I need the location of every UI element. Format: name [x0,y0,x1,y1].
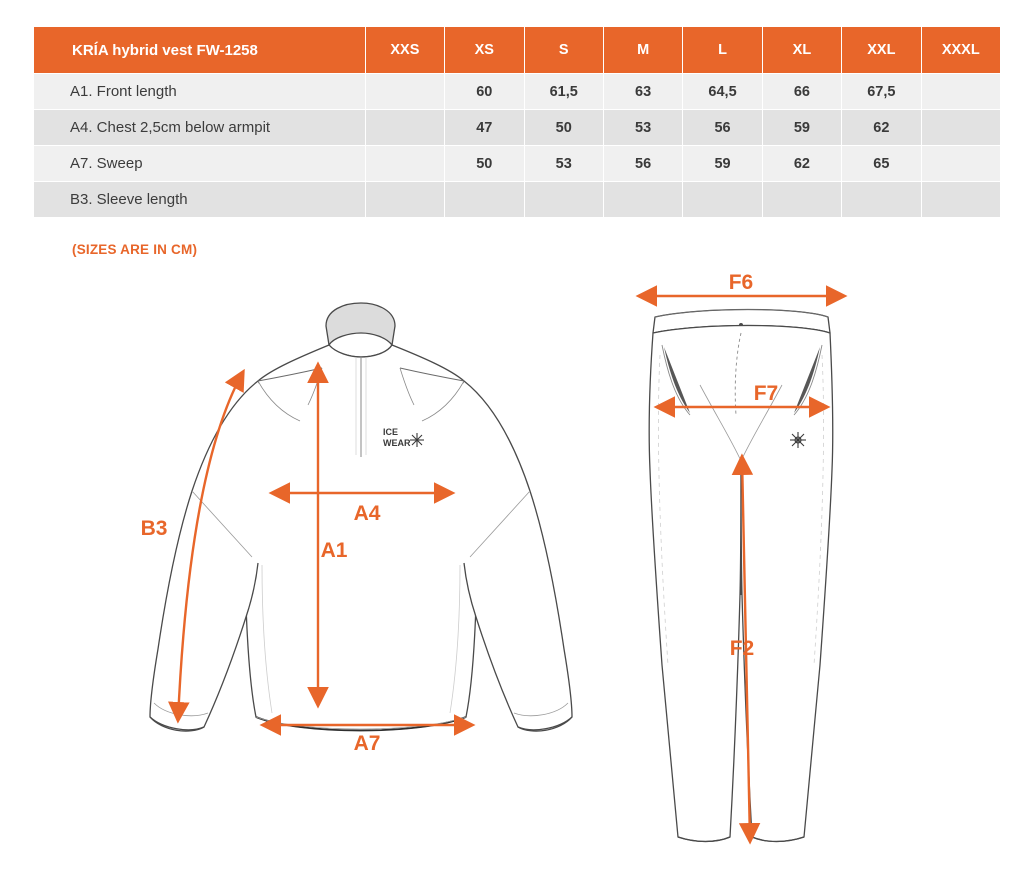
label-f6: F6 [728,271,754,294]
size-header-xs: XS [445,27,524,74]
size-header-xxl: XXL [842,27,921,74]
measure-value: 59 [683,146,762,182]
table-row [34,146,1001,182]
measure-value [365,146,444,182]
measure-value [921,74,1000,110]
measure-value [365,182,444,218]
size-header-l: L [683,27,762,74]
measure-value [603,182,682,218]
measure-value: 60 [445,74,524,110]
table-row [34,110,1001,146]
measure-value [524,182,603,218]
measure-label: A1. Front length [34,74,366,110]
table-row [34,74,1001,110]
measure-value: 53 [603,110,682,146]
measure-label: A7. Sweep [34,146,366,182]
label-a7: A7 [353,732,381,755]
label-b3: B3 [140,517,168,540]
table-header-row [34,27,1001,74]
measure-value: 64,5 [683,74,762,110]
measure-value: 67,5 [842,74,921,110]
label-f2: F2 [729,637,755,660]
measure-value [365,74,444,110]
measure-value [365,110,444,146]
measure-value [762,182,841,218]
measure-value: 61,5 [524,74,603,110]
measure-value: 62 [762,146,841,182]
measure-value: 53 [524,146,603,182]
brand-label-line2: WEAR [383,438,411,448]
measure-value: 50 [445,146,524,182]
measure-value: 63 [603,74,682,110]
size-header-xxs: XXS [365,27,444,74]
table-row [34,182,1001,218]
snowflake-icon [410,433,424,447]
measure-value: 62 [842,110,921,146]
measure-value: 59 [762,110,841,146]
table-header [34,27,1001,74]
label-a4: A4 [353,502,381,525]
snowflake-icon [790,432,806,448]
measure-label: B3. Sleeve length [34,182,366,218]
measure-value: 65 [842,146,921,182]
size-chart-table [33,26,1001,218]
measure-label: A4. Chest 2,5cm below armpit [34,110,366,146]
measure-value: 47 [445,110,524,146]
size-chart-table-wrapper [33,26,1001,218]
measure-value [445,182,524,218]
brand-label-line1: ICE [383,427,399,437]
table-body [34,74,1001,218]
measure-value: 50 [524,110,603,146]
measure-value: 66 [762,74,841,110]
measure-value [683,182,762,218]
measure-value: 56 [603,146,682,182]
measure-value [921,146,1000,182]
product-title-header: KRÍA hybrid vest FW-1258 [34,27,366,74]
units-note: (SIZES ARE IN CM) [72,242,198,257]
size-header-xl: XL [762,27,841,74]
size-header-xxxl: XXXL [921,27,1000,74]
size-header-s: S [524,27,603,74]
measure-value [921,182,1000,218]
measure-value: 56 [683,110,762,146]
label-a1: A1 [320,539,348,562]
measure-value [921,110,1000,146]
measure-value [842,182,921,218]
label-f7: F7 [753,382,779,405]
bottom-garment-illustration [649,310,833,842]
size-header-m: M [603,27,682,74]
measurement-diagrams [0,265,1034,885]
